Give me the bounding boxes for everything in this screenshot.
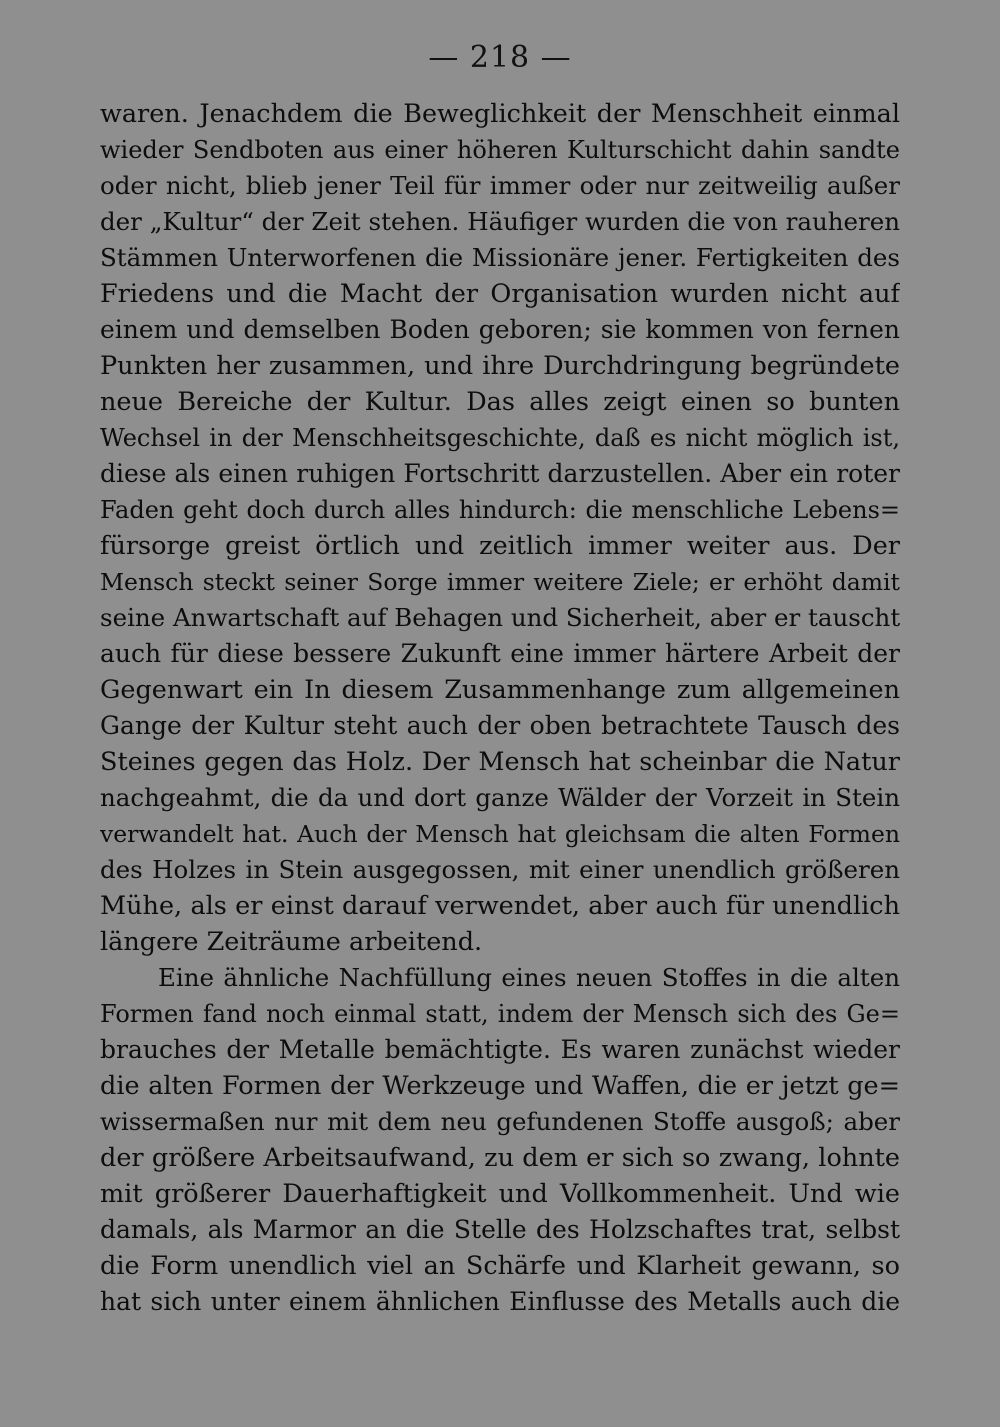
text-line: seine Anwartschaft auf Behagen und Sicherheit, aber er tauscht (100, 603, 900, 632)
text-line: Steines gegen das Holz. Der Mensch hat scheinbar die Natur (100, 747, 900, 777)
page-number: — 218 — (428, 40, 572, 75)
text-line: Formen fand noch einmal statt, indem der Mensch sich des Ge= (100, 1000, 900, 1028)
text-line: auch für diese bessere Zukunft eine immer härtere Arbeit der (100, 639, 900, 668)
text-line: Friedens und die Macht der Organisation wurden nicht auf (100, 279, 900, 309)
text-line: Gegenwart ein In diesem Zusammenhange zum allgemeinen (100, 675, 900, 705)
text-line: hat sich unter einem ähnlichen Einflusse des Metalls auch die (100, 1287, 900, 1316)
text-line: der größere Arbeitsaufwand, zu dem er sich so zwang, lohnte (100, 1143, 900, 1173)
text-line: Mühe, als er einst darauf verwendet, aber auch für unendlich (100, 891, 900, 921)
body-text (100, 96, 900, 1320)
text-line: längere Zeiträume arbeitend. (100, 927, 483, 957)
text-line: Stämmen Unterworfenen die Missionäre jener. Fertigkeiten des (100, 243, 900, 272)
text-line: waren. Jenachdem die Beweglichkeit der Menschheit einmal (100, 99, 900, 129)
text-line: mit größerer Dauerhaftigkeit und Vollkommenheit. Und wie (100, 1179, 900, 1209)
text-line: diese als einen ruhigen Fortschritt darzustellen. Aber ein roter (100, 459, 900, 488)
text-line: neue Bereiche der Kultur. Das alles zeigt einen so bunten (100, 387, 900, 417)
text-line: wissermaßen nur mit dem neu gefundenen Stoffe ausgoß; aber (100, 1107, 900, 1136)
text-line: Eine ähnliche Nachfüllung eines neuen Stoffes in die alten (158, 963, 900, 992)
text-line: einem und demselben Boden geboren; sie kommen von fernen (100, 315, 900, 344)
text-line: Gange der Kultur steht auch der oben betrachtete Tausch des (100, 711, 900, 740)
paragraph (100, 96, 900, 960)
text-line: Wechsel in der Menschheitsgeschichte, daß es nicht möglich ist, (100, 424, 900, 452)
paragraph (100, 960, 900, 1320)
text-line: nachgeahmt, die da und dort ganze Wälder der Vorzeit in Stein (100, 783, 900, 812)
text-line: oder nicht, blieb jener Teil für immer oder nur zeitweilig außer (100, 171, 900, 200)
text-line: des Holzes in Stein ausgegossen, mit einer unendlich größeren (100, 855, 900, 884)
text-line: fürsorge greist örtlich und zeitlich immer weiter aus. Der (100, 531, 900, 561)
text-line: der „Kultur“ der Zeit stehen. Häufiger wurden die von rauheren (100, 207, 900, 236)
text-line: Faden geht doch durch alles hindurch: die menschliche Lebens= (100, 496, 900, 524)
text-line: wieder Sendboten aus einer höheren Kulturschicht dahin sandte (100, 136, 900, 164)
text-line: die Form unendlich viel an Schärfe und Klarheit gewann, so (100, 1251, 900, 1281)
text-line: Mensch steckt seiner Sorge immer weitere Ziele; er erhöht damit (100, 568, 900, 596)
text-line: brauches der Metalle bemächtigte. Es waren zunächst wieder (100, 1035, 900, 1064)
text-line: verwandelt hat. Auch der Mensch hat gleichsam die alten Formen (100, 820, 900, 848)
text-line: die alten Formen der Werkzeuge und Waffen, die er jetzt ge= (100, 1071, 900, 1101)
text-line: Punkten her zusammen, und ihre Durchdringung begründete (100, 351, 900, 381)
text-line: damals, als Marmor an die Stelle des Holzschaftes trat, selbst (100, 1215, 900, 1244)
